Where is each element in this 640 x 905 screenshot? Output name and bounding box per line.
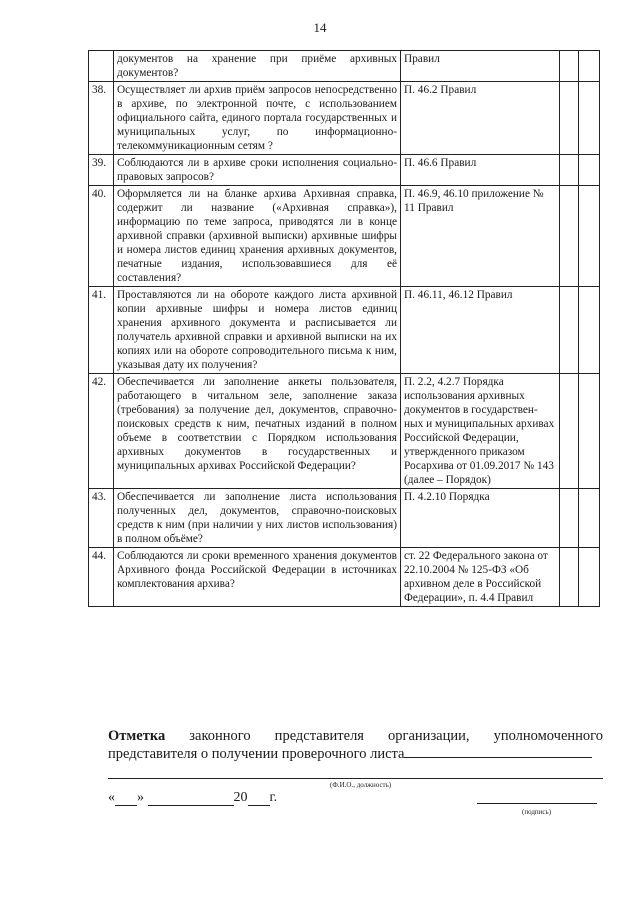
- question-cell: Соблюдаются ли сроки временного хранения документов Архивного фонда Российской Федерации в источниках комплектования архива?: [114, 548, 401, 607]
- sign-caption: (подпись): [522, 808, 552, 816]
- check-cell-1: [560, 155, 579, 186]
- reference-cell: П. 46.6 Правил: [401, 155, 560, 186]
- row-number: 43.: [89, 489, 114, 548]
- date-year-line: [248, 792, 270, 806]
- check-cell-1: [560, 186, 579, 287]
- signature-block: [108, 727, 603, 763]
- row-number: 40.: [89, 186, 114, 287]
- table-row: [89, 374, 600, 489]
- table-row: [89, 51, 600, 82]
- question-cell: Обеспечивается ли заполнение анкеты пользователя, работающего в читальном зеле, заполнение заказа (требования) за получение дел, документов, справочно-поисковых средств к ним, печатных изданий в полном объеме в соответствии с Порядком использования архивных документов в государственных и муниципальных архивах Российской Федерации?: [114, 374, 401, 489]
- check-cell-2: [579, 51, 600, 82]
- row-number: 42.: [89, 374, 114, 489]
- reference-cell: Правил: [401, 51, 560, 82]
- signature-fill-line: [404, 745, 592, 758]
- row-number: [89, 51, 114, 82]
- date-year-suffix: г.: [269, 790, 278, 805]
- page-number: 14: [313, 20, 327, 35]
- check-cell-1: [560, 51, 579, 82]
- check-cell-1: [560, 82, 579, 155]
- sign-line: [477, 803, 597, 804]
- check-cell-2: [579, 287, 600, 374]
- reference-cell: ст. 22 Федерального закона от 22.10.2004 № 125-ФЗ «Об архивном деле в Российской Федерации», п. 4.4 Правил: [401, 548, 560, 607]
- row-number: 38.: [89, 82, 114, 155]
- check-cell-2: [579, 374, 600, 489]
- checklist-table: [88, 50, 600, 607]
- row-number: 44.: [89, 548, 114, 607]
- check-cell-1: [560, 287, 579, 374]
- table-row: [89, 489, 600, 548]
- reference-cell: П. 46.9, 46.10 приложение № 11 Правил: [401, 186, 560, 287]
- date-row: [108, 790, 277, 806]
- reference-cell: П. 2.2, 4.2.7 Порядка использования архивных документов в государствен-ных и муниципальных архивах Российской Федерации, утвержденного приказом Росархива от 01.09.2017 № 143 (далее – Порядок): [401, 374, 560, 489]
- question-cell: Проставляются ли на обороте каждого листа архивной копии архивные шифры и номера листов единиц хранения архивного документа и расписывается ли получатель архивной справки и архивной выписки на их копиях или на обороте сопроводительного письма к ним, указывая дату их получения?: [114, 287, 401, 374]
- question-cell: документов на хранение при приёме архивных документов?: [114, 51, 401, 82]
- check-cell-2: [579, 489, 600, 548]
- date-day-line: [115, 792, 137, 806]
- check-cell-1: [560, 374, 579, 489]
- checklist-rows: [89, 51, 600, 607]
- date-year-prefix: 20: [233, 790, 248, 805]
- table-row: [89, 186, 600, 287]
- reference-cell: П. 4.2.10 Порядка: [401, 489, 560, 548]
- question-cell: Обеспечивается ли заполнение листа использования полученных дел, документов, справочно-поисковых средств к ним (при наличии у них листов использования) в полном объёме?: [114, 489, 401, 548]
- question-cell: Соблюдаются ли в архиве сроки исполнения социально-правовых запросов?: [114, 155, 401, 186]
- check-cell-1: [560, 548, 579, 607]
- table-row: [89, 82, 600, 155]
- question-cell: Оформляется ли на бланке архива Архивная справка, содержит ли название («Архивная справка»), информацию по теме запроса, приводятся ли в конце архивной справки (архивной выписки) архивные шифры и номера листов единиц хранения архивных документов, печатные издания, использовавшиеся для её составления?: [114, 186, 401, 287]
- row-number: 41.: [89, 287, 114, 374]
- signature-text: [108, 727, 603, 763]
- check-cell-2: [579, 82, 600, 155]
- row-number: 39.: [89, 155, 114, 186]
- question-cell: Осуществляет ли архив приём запросов непосредственно в архиве, по электронной почте, с использованием официального сайта, единого портала государственных и муниципальных услуг, по информационно-телекоммуникационным сетям ?: [114, 82, 401, 155]
- signature-label-rest: законного представителя организации, уполномоченного представителя о получении проверочного листа: [108, 728, 603, 762]
- table-row: [89, 548, 600, 607]
- check-cell-2: [579, 155, 600, 186]
- fio-caption: (Ф.И.О., должность): [330, 781, 392, 789]
- date-open-quote: «: [108, 790, 115, 805]
- table-row: [89, 287, 600, 374]
- check-cell-2: [579, 548, 600, 607]
- reference-cell: П. 46.11, 46.12 Правил: [401, 287, 560, 374]
- date-month-line: [148, 792, 234, 806]
- check-cell-1: [560, 489, 579, 548]
- fio-line: [108, 778, 603, 779]
- date-close-quote: »: [137, 790, 144, 805]
- table-row: [89, 155, 600, 186]
- reference-cell: П. 46.2 Правил: [401, 82, 560, 155]
- check-cell-2: [579, 186, 600, 287]
- signature-label-bold: Отметка: [108, 728, 166, 744]
